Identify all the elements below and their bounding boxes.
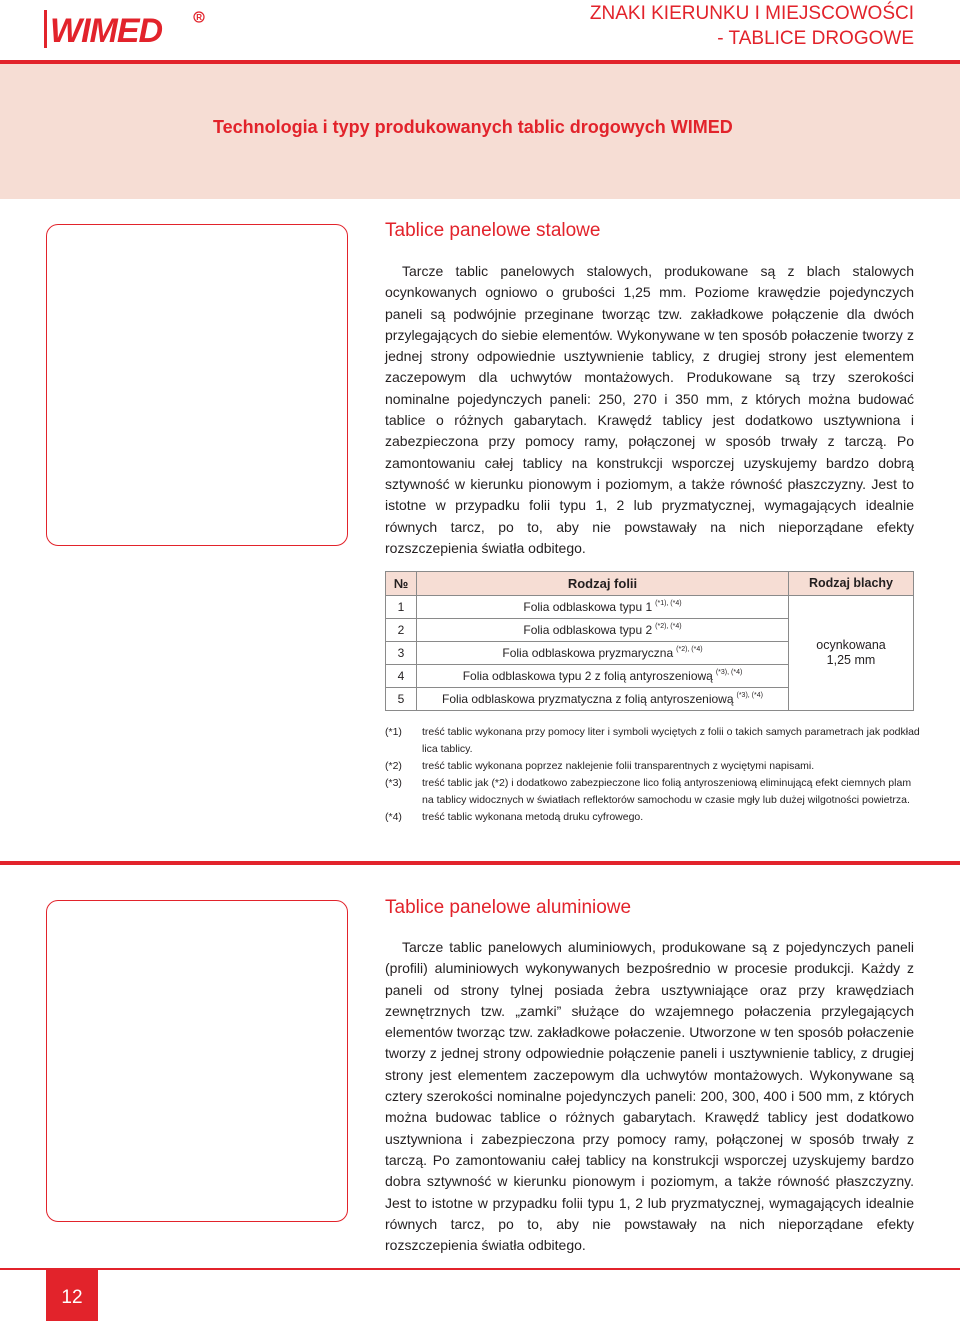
footnote-item: [385, 809, 920, 826]
footnote-ref: (*1), (*4): [655, 600, 682, 607]
footnote-ref: (*2), (*4): [676, 646, 703, 653]
footnote-tag: (*1): [385, 726, 402, 738]
section-paragraph-steel: Tarcze tablic panelowych stalowych, produkowane są z blach stalowych ocynkowanych ogniowo o grubości 1,25 mm. Poziome krawędzie pojedynczych paneli są podwójnie przeginane tworząc tzw. zakładkowe połączenie dla dwóch przylegających do siebie elementów. Wykonywane w ten sposób połaczenie tworzy z jednej strony odpowiednie usztywnienie tablicy, z drugiej strony jest elementem zaczepowym dla uchwytów montażowych. Produkowane są trzy szerokości nominalne pojedynczych paneli: 250, 270 i 350 mm, z których można budować tablice o różnych gabarytach. Krawędź tablicy jest dodatkowo usztywniona i zabezpieczona przy pomocy ramy, połączonej w sposób trwały z tarczą. Po zamontowaniu całej tablicy na konstrukcji wsporczej uzyskujemy bardzo dobrą sztywność w kierunku pionowym i poziomym, a także równość płaszczyzny. Jest to istotne w przypadku folii typu 1, 2 lub pryzmatycznej, wymagających idealnie równych tarcz, po to, aby nie powstawały na nich nieporządane efekty rozszczepienia światła odbitego.: [385, 263, 914, 556]
footnote-tag: (*3): [385, 777, 402, 789]
footnote-item: [385, 775, 920, 809]
logo-wordmark: WIMED: [50, 12, 163, 50]
footnotes: [385, 724, 920, 826]
footnote-item: [385, 724, 920, 758]
sheet-type-line1: ocynkowana: [816, 638, 886, 652]
row-foil: Folia odblaskowa typu 2 z folią antyroszeniową $^{(*3), (*4)}$: [417, 665, 789, 688]
footnote-text: treść tablic jak (*2) i dodatkowo zabezpieczone lico folią antyroszeniową eliminującą efekt ciemnych plam na tablicy widocznych w światłach reflektorów samochodu w czasie mgły lub dużej wilgotności powietrza.: [422, 777, 912, 806]
header-title-line1: ZNAKI KIERUNKU I MIEJSCOWOŚCI: [589, 3, 914, 24]
table-header-no: №: [386, 572, 417, 596]
footnote-text: treść tablic wykonana poprzez naklejenie folii transparentnych z wyciętymi napisami.: [422, 760, 815, 772]
footnote-item: [385, 758, 920, 775]
row-number: 3: [386, 642, 417, 665]
footnote-text: treść tablic wykonana przy pomocy liter i symboli wyciętych z folii o takich samych parametrach jak podkład lica tablicy.: [422, 726, 920, 755]
wimed-logo: [40, 6, 210, 52]
sheet-type-line2: 1,25 mm: [826, 653, 876, 667]
row-foil: Folia odblaskowa pryzmatyczna z folią antyroszeniową $^{(*3), (*4)}$: [417, 688, 789, 711]
table-header-row: [386, 572, 914, 596]
footnote-ref: (*2), (*4): [655, 623, 682, 630]
row-number: 5: [386, 688, 417, 711]
section-paragraph-aluminium: Tarcze tablic panelowych aluminiowych, produkowane są z pojedynczych paneli (profili) aluminiowych wykonywanych bezpośrednio w procesie produkcji. Każdy z paneli od strony tylnej posiada żebra usztywniające oraz przy krawędziach zewnętrznych tzw. „zamki” służące do wzajemnego połaczenia przylegających elementów tworząc tzw. zakładkowe połaczenie. Utworzone w ten sposób połaczenie tworzy z jednej strony odpowiednie połączenie paneli i usztywnienie tablicy, z drugiej strony jest elementem zaczepowym dla uchwytów montażowych. Wykonywane są cztery szerokości nominalne pojedynczych paneli: 200, 300, 400 i 500 mm, z których można budowac tablice o różnych gabarytach. Krawędź tablicy jest dodatkowo usztywniona i zabezpieczona przy pomocy ramy, połączonej w sposób trwały z tarczą. Po zamontowaniu całej tablicy na konstrukcji wsporczej uzyskujemy bardzo dobra sztywność w kierunku pionowym i poziomym, a także równość płaszczyzny. Jest to istotne w przypadku folii typu 1, 2 lub pryzmatycznej, wymagających idealnie równych tarcz, po to, aby nie powstawały na nich nieporządane efekty rozszczepienia światła odbitego.: [385, 939, 914, 1254]
row-foil: Folia odblaskowa typu 2 $^{(*2), (*4)}$: [417, 619, 789, 642]
row-foil: Folia odblaskowa pryzmaryczna $^{(*2), (*4)}$: [417, 642, 789, 665]
steel-panel-image: [46, 224, 348, 546]
footnote-ref: (*3), (*4): [715, 669, 743, 676]
section-divider: [0, 861, 960, 865]
row-foil: Folia odblaskowa typu 1 $^{(*1), (*4)}$: [417, 596, 789, 619]
page-number: 12: [61, 1287, 83, 1308]
footnote-tag: (*2): [385, 760, 402, 772]
row-sheet-type: [789, 596, 914, 711]
footnote-tag: (*4): [385, 811, 402, 823]
section-title-aluminium: Tablice panelowe aluminiowe: [385, 897, 632, 918]
footnote-text: treść tablic wykonana metodą druku cyfrowego.: [422, 811, 644, 823]
foil-table: [385, 571, 914, 711]
row-number: 2: [386, 619, 417, 642]
table-row: [386, 596, 914, 619]
row-number: 1: [386, 596, 417, 619]
table-header-foil: Rodzaj folii: [417, 572, 789, 596]
aluminium-panel-image: [46, 900, 348, 1222]
footer-rule: [0, 1268, 960, 1270]
svg-text:R: R: [196, 13, 202, 22]
header-title-line2: - TABLICE DROGOWE: [717, 28, 914, 49]
page-title: Technologia i typy produkowanych tablic drogowych WIMED: [213, 117, 733, 137]
row-number: 4: [386, 665, 417, 688]
table-header-sheet: Rodzaj blachy: [789, 572, 914, 596]
footnote-ref: (*3), (*4): [736, 692, 763, 699]
section-title-steel: Tablice panelowe stalowe: [385, 220, 601, 241]
